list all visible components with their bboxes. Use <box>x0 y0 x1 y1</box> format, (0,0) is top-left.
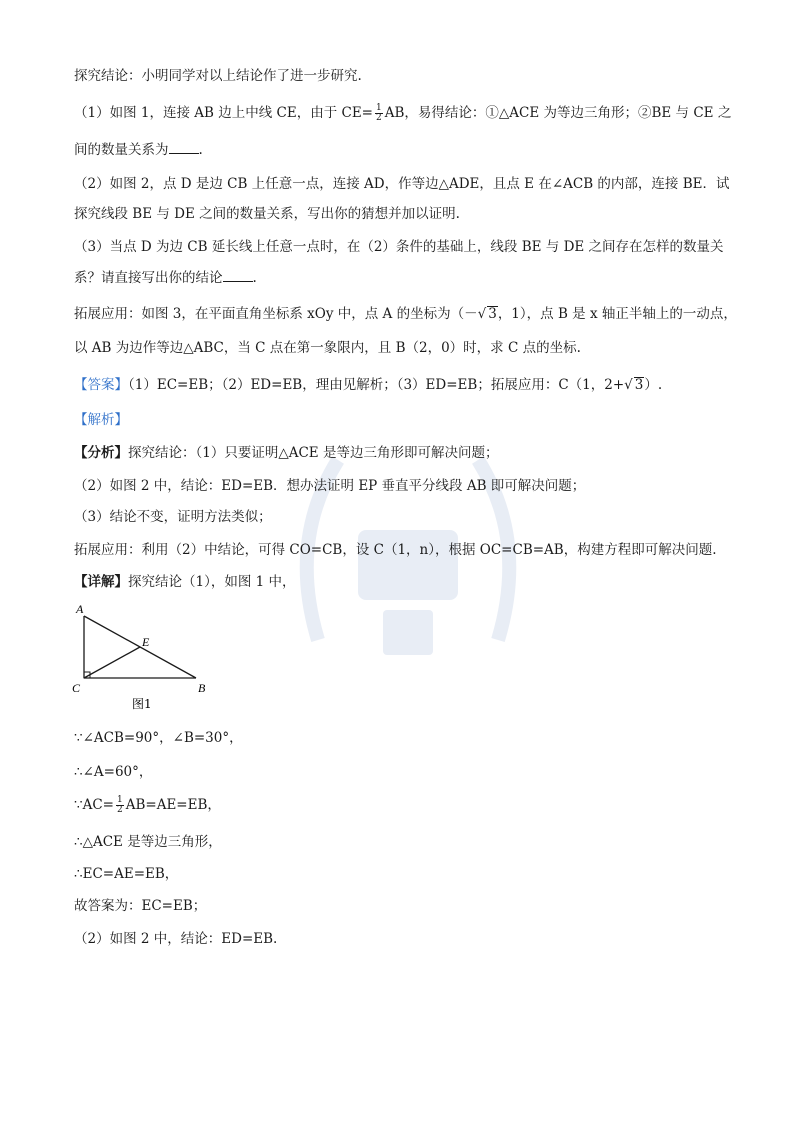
text-line: （2）如图 2 中，结论：ED=EB. <box>74 931 278 947</box>
figure-1 <box>70 600 220 720</box>
answer-blank <box>169 141 199 154</box>
text-line: （1）如图 1，连接 AB 边上中线 CE，由于 CE= $\frac{1}{2}$ AB，易得结论：①△ACE 为等边三角形；②BE 与 CE 之 <box>74 103 732 123</box>
text-line: 以 AB 为边作等边△ABC，当 C 点在第一象限内，且 B（2，0）时，求 C 点的坐标. <box>74 340 581 356</box>
label-b: B <box>198 681 206 695</box>
text-line: 【详解】探究结论（1），如图 1 中， <box>74 574 296 590</box>
label-e: E <box>142 635 150 649</box>
text-line: 探究线段 BE 与 DE 之间的数量关系，写出你的猜想并加以证明. <box>74 206 460 222</box>
figure-caption: 图1 <box>132 697 152 711</box>
text-line: （3）当点 D 为边 CB 延长线上任意一点时，在（2）条件的基础上，线段 BE 与 DE 之间存在怎样的数量关 <box>74 239 724 255</box>
fenxi-tag: 【分析】 <box>74 445 128 461</box>
label-c: C <box>72 681 81 695</box>
text-line: ∴∠A=60°， <box>74 764 153 780</box>
text-line: 【分析】探究结论：（1）只要证明△ACE 是等边三角形即可解决问题； <box>74 445 499 461</box>
answer-blank <box>223 269 253 282</box>
xiangjie-tag: 【详解】 <box>74 574 128 590</box>
text-line: 拓展应用：利用（2）中结论，可得 CO=CB，设 C（1，n），根据 OC=CB=AB，构建方程即可解决问题. <box>74 542 717 558</box>
fraction: $\frac{1}{2}$ <box>375 103 382 123</box>
text-line: 拓展应用：如图 3，在平面直角坐标系 xOy 中，点 A 的坐标为（－√ 3，1），点 B 是 x 轴正半轴上的一动点， <box>74 306 737 322</box>
text-line: 间的数量关系为 . <box>74 142 203 158</box>
text-line: 故答案为：EC=EB； <box>74 898 207 914</box>
text-line: ∴△ACE 是等边三角形， <box>74 834 222 850</box>
text-line: ∴EC=AE=EB， <box>74 866 179 882</box>
triangle-diagram <box>70 600 220 720</box>
text-line: （2）如图 2 中，结论：ED=EB．想办法证明 EP 垂直平分线段 AB 即可解决问题； <box>74 478 586 494</box>
text-line: （2）如图 2，点 D 是边 CB 上任意一点，连接 AD，作等边△ADE，且点 E 在∠ACB 的内部，连接 BE．试 <box>74 176 730 192</box>
text-line: （3）结论不变，证明方法类似； <box>74 509 272 525</box>
answer-line: 【答案】（1）EC=EB；（2）ED=EB，理由见解析；（3）ED=EB；拓展应用：C（1，2+√ 3）. <box>74 377 663 393</box>
text-line: 探究结论：小明同学对以上结论作了进一步研究. <box>74 68 362 84</box>
answer-tag: 【答案】 <box>74 377 128 393</box>
fraction: $\frac{1}{2}$ <box>116 795 123 815</box>
text-line: ∵AC= $\frac{1}{2}$ AB=AE=EB， <box>74 795 221 815</box>
analysis-heading: 【解析】 <box>74 412 128 428</box>
text-line: ∵∠ACB=90°，∠B=30°， <box>74 730 243 746</box>
label-a: A <box>76 602 84 616</box>
text-line: 系？请直接写出你的结论 . <box>74 270 257 286</box>
